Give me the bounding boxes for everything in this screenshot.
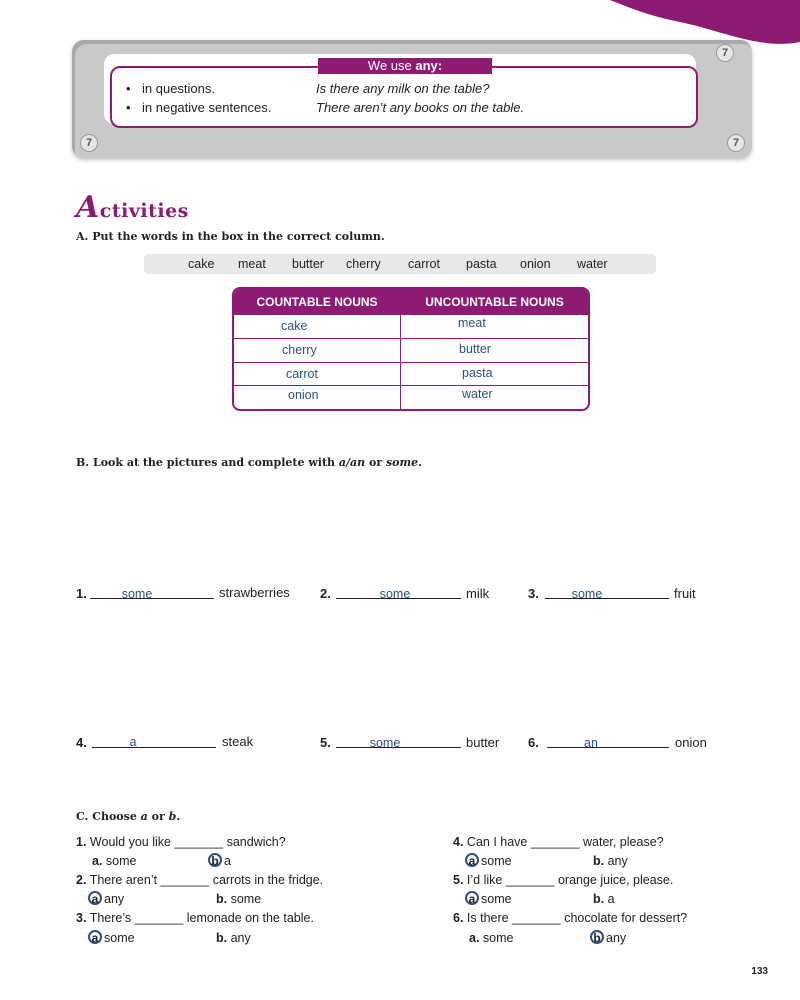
pin-icon: 7	[716, 44, 734, 62]
question: 6. Is there _______ chocolate for dessert?	[453, 911, 688, 925]
word-item: cherry	[346, 257, 381, 271]
answer-text: an	[584, 736, 598, 750]
pin-icon: 7	[727, 134, 745, 152]
table-cell: onion	[288, 388, 319, 402]
table-cell: meat	[458, 316, 486, 330]
answer-text: some	[571, 587, 603, 601]
answer-text: a	[129, 735, 137, 749]
column-divider	[400, 289, 401, 409]
item-number: 4.	[76, 735, 87, 750]
question: 2. There aren’t _______ carrots in the fridge.	[76, 873, 324, 887]
item-number: 2.	[320, 586, 331, 601]
instruction-b: B. Look at the pictures and complete with a/an or some.	[76, 456, 422, 469]
rule-box	[110, 66, 698, 128]
option-b[interactable]: b any	[590, 930, 626, 945]
table-cell: butter	[459, 342, 491, 356]
instruction-a: A. Put the words in the box in the correct column.	[76, 230, 385, 243]
option-a[interactable]: a some	[88, 930, 135, 945]
word-item: carrot	[408, 257, 440, 271]
answer-circle: b	[208, 853, 222, 867]
option-a[interactable]: a. some	[92, 854, 137, 868]
row-divider	[234, 362, 588, 363]
item-noun: onion	[675, 735, 707, 750]
pin-icon: 7	[80, 134, 98, 152]
uncountable-header: UNCOUNTABLE NOUNS	[401, 289, 588, 315]
instruction-c: C. Choose a or b.	[76, 810, 181, 823]
option-b[interactable]: b. some	[216, 892, 262, 906]
item-number: 3.	[528, 586, 539, 601]
row-divider	[234, 385, 588, 386]
answer-text: some	[369, 736, 401, 750]
item-number: 1.	[76, 586, 87, 601]
table-cell: pasta	[462, 366, 493, 380]
question: 1. Would you like _______ sandwich?	[76, 835, 286, 849]
answer-text: some	[121, 587, 153, 601]
answer-circle: b	[590, 930, 604, 944]
nouns-table	[232, 287, 590, 411]
question: 4. Can I have _______ water, please?	[453, 835, 664, 849]
table-cell: water	[462, 387, 493, 401]
answer-circle: a	[88, 930, 102, 944]
item-noun: strawberries	[219, 585, 290, 600]
answer-circle: a	[88, 891, 102, 905]
option-b[interactable]: b. a	[593, 892, 615, 906]
question: 5. I’d like _______ orange juice, please.	[453, 873, 674, 887]
option-a[interactable]: a some	[465, 853, 512, 868]
option-b[interactable]: b. any	[593, 854, 628, 868]
option-a[interactable]: a some	[465, 891, 512, 906]
page-number: 133	[751, 966, 768, 977]
answer-circle: a	[465, 891, 479, 905]
item-number: 6.	[528, 735, 539, 750]
question: 3. There’s _______ lemonade on the table.	[76, 911, 314, 925]
word-item: pasta	[466, 257, 497, 271]
option-a[interactable]: a. some	[469, 931, 514, 945]
item-noun: fruit	[674, 586, 696, 601]
activities-heading: Activities	[76, 190, 189, 225]
answer-text: some	[379, 587, 411, 601]
item-noun: milk	[466, 586, 490, 601]
table-cell: cherry	[282, 343, 317, 357]
word-item: butter	[292, 257, 324, 271]
word-item: onion	[520, 257, 551, 271]
word-item: water	[577, 257, 608, 271]
rule-title: We use any:	[318, 58, 492, 74]
option-a[interactable]: a any	[88, 891, 124, 906]
table-cell: cake	[281, 319, 308, 333]
item-number: 5.	[320, 735, 331, 750]
option-b[interactable]: b a	[208, 853, 231, 868]
item-noun: butter	[466, 735, 500, 750]
countable-header: COUNTABLE NOUNS	[234, 289, 400, 315]
word-item: cake	[188, 257, 215, 271]
answer-circle: a	[465, 853, 479, 867]
row-divider	[234, 338, 588, 339]
item-noun: steak	[222, 734, 254, 749]
option-b[interactable]: b. any	[216, 931, 251, 945]
table-cell: carrot	[286, 367, 318, 381]
word-item: meat	[238, 257, 266, 271]
